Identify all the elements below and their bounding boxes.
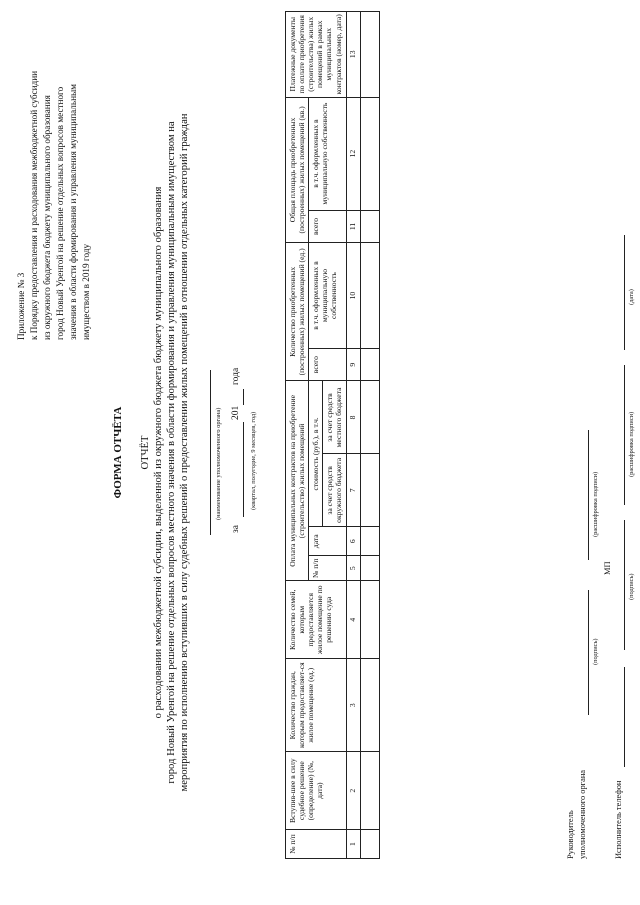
table-cell[interactable] xyxy=(360,454,379,527)
head-sign-caption: (подпись) xyxy=(592,638,599,665)
table-cell[interactable] xyxy=(360,97,379,210)
table-cell[interactable] xyxy=(360,243,379,349)
column-number-cell: 4 xyxy=(346,581,360,659)
appendix-line: город Новый Уренгой на решение отдельных вопросов местного xyxy=(55,86,65,340)
header-payment-num: № п/п xyxy=(309,556,346,581)
column-number-cell: 5 xyxy=(346,556,360,581)
table-cell[interactable] xyxy=(360,830,379,859)
header-court-decision: Вступив-шее в силу судебное решение (определение) (№, дата) xyxy=(286,752,347,830)
year-line xyxy=(243,389,244,405)
report-title: ОТЧЁТ xyxy=(140,435,151,470)
org-name-line xyxy=(210,370,211,535)
column-number-cell: 10 xyxy=(346,243,360,349)
column-number-cell: 2 xyxy=(346,752,360,830)
table-cell[interactable] xyxy=(360,556,379,581)
column-number-cell: 11 xyxy=(346,210,360,243)
executor-date-caption: (дата) xyxy=(628,289,635,305)
appendix-line: значения в области формирования и управления муниципальным xyxy=(68,84,78,340)
appendix-line: к Порядку предоставления и расходования межбюджетной субсидии xyxy=(29,70,39,340)
executor-decode-caption: (расшифровка подписи) xyxy=(628,411,635,477)
column-number-cell: 3 xyxy=(346,659,360,752)
table-row xyxy=(360,12,379,859)
column-number-cell: 1 xyxy=(346,830,360,859)
header-quantity: Количество приобретенных (построенных) жилых помещений (ед.) xyxy=(286,243,309,381)
head-decode-line xyxy=(588,430,589,560)
table-cell[interactable] xyxy=(360,12,379,98)
period-line xyxy=(243,422,244,517)
table-cell[interactable] xyxy=(360,348,379,381)
header-cost-district: за счет средств окружного бюджета xyxy=(323,454,346,527)
header-cost-local: за счет средств местного бюджета xyxy=(323,381,346,454)
header-families: Количество семей, которым предоставляется жилое помещение по решению суда xyxy=(286,581,347,659)
header-payment-cost: стоимость (руб.), в т.ч. xyxy=(309,381,323,527)
report-table xyxy=(285,11,380,859)
executor-phone-line xyxy=(624,667,625,767)
table-cell[interactable] xyxy=(360,752,379,830)
header-payment-docs: Платежные документы по оплате приобретения (строительства) жилых помещений в рамках муниципальных контрактов (номер, дата) xyxy=(286,12,347,98)
appendix-line: из окружного бюджета бюджету муниципального образования xyxy=(42,95,52,340)
header-payment-date: дата xyxy=(309,527,346,556)
form-title: ФОРМА ОТЧЁТА xyxy=(112,406,124,499)
org-name-caption: (наименование уполномоченного органа) xyxy=(215,407,222,520)
period-year: 201 xyxy=(231,405,241,420)
header-quantity-municipal: в т.ч. оформленных в муниципальную собственность xyxy=(309,243,346,349)
table-cell[interactable] xyxy=(360,210,379,243)
column-number-cell: 6 xyxy=(346,527,360,556)
executor-sign-line xyxy=(624,520,625,650)
header-area-total: всего xyxy=(309,210,346,243)
header-num: № п/п xyxy=(286,830,347,859)
executor-sign-caption: (подпись) xyxy=(628,573,635,600)
executor-date-line xyxy=(624,235,625,350)
table-cell[interactable] xyxy=(360,381,379,454)
head-decode-caption: (расшифровка подписи) xyxy=(592,471,599,537)
head-sign-line xyxy=(588,590,589,715)
table-cell[interactable] xyxy=(360,581,379,659)
appendix-number: Приложение № 3 xyxy=(16,272,26,340)
period-year-word: года xyxy=(231,367,241,385)
executor-decode-line xyxy=(624,365,625,505)
report-line: о расходовании межбюджетной субсидии, выделенной из окружного бюджета бюджету муниципального образования xyxy=(153,186,164,719)
report-line: город Новый Уренгой на решение отдельных вопросов местного значения в области формирования и управления муниципальным имуществом на xyxy=(166,121,177,784)
column-number-cell: 12 xyxy=(346,97,360,210)
header-citizens: Количество граждан, которым предоставляет-ся жилое помещение (ед.) xyxy=(286,659,347,752)
column-number-row xyxy=(346,12,360,859)
table-cell[interactable] xyxy=(360,659,379,752)
report-line: мероприятия по исполнению вступивших в силу судебных решений о предоставлении жилых помещений в отношении отдельных категорий граждан xyxy=(179,113,190,792)
header-quantity-total: всего xyxy=(309,348,346,381)
appendix-line: имуществом в 2019 году xyxy=(81,243,91,340)
head-label: Руководитель xyxy=(566,810,575,859)
stamp-place: МП xyxy=(603,561,612,575)
column-number-cell: 8 xyxy=(346,381,360,454)
header-payment: Оплата муниципальных контрактов на приобретение (строительство) жилых помещений xyxy=(286,381,309,581)
period-za: за xyxy=(231,525,241,533)
head-label-org: уполномоченного органа xyxy=(578,769,587,859)
table-cell[interactable] xyxy=(360,527,379,556)
header-area-municipal: в т.ч. оформленных в муниципальную собственность xyxy=(309,97,346,210)
column-number-cell: 7 xyxy=(346,454,360,527)
column-number-cell: 13 xyxy=(346,12,360,98)
executor-label: Исполнитель телефон xyxy=(614,780,623,859)
column-number-cell: 9 xyxy=(346,348,360,381)
period-caption: (квартал, полугодие, 9 месяцев, год) xyxy=(250,411,257,510)
header-area: Общая площадь приобретенных (построенных) жилых помещений (кв.) xyxy=(286,97,309,243)
